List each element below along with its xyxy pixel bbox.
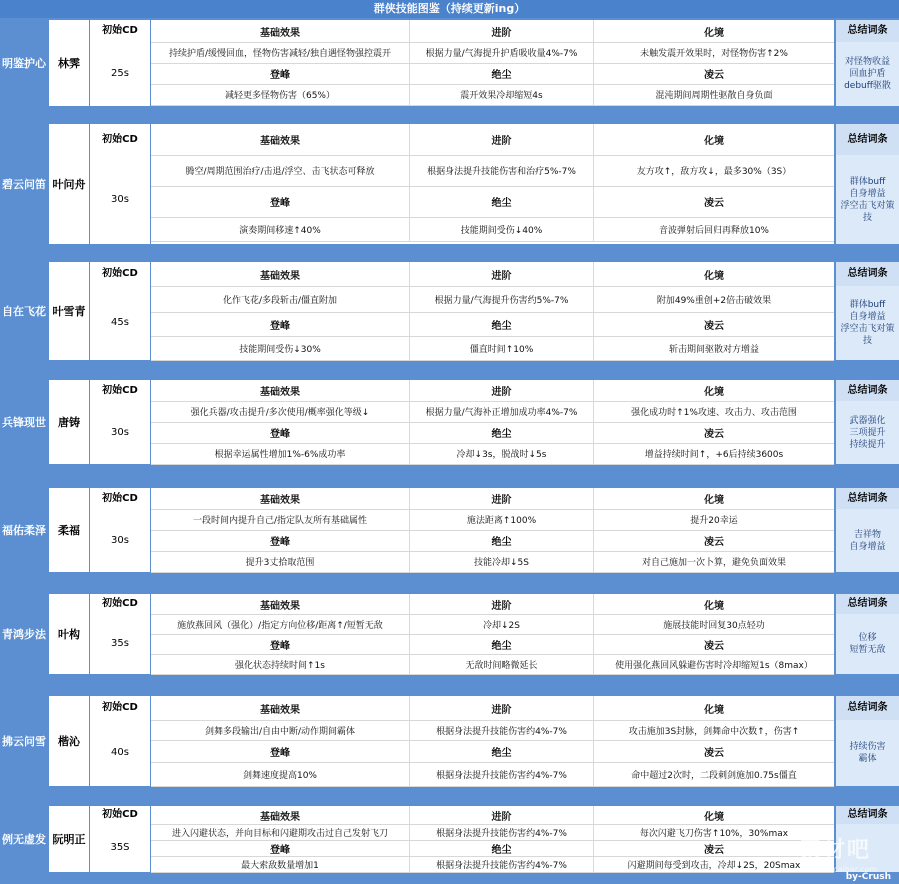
effect-row — [151, 84, 834, 106]
effect-row — [151, 654, 834, 675]
effect-cell: 持续护盾/缓慢回血，怪物伤害减轻/独自遇怪物强控震开 — [151, 42, 410, 63]
effect-grid — [151, 20, 834, 106]
column-header: 进阶 — [410, 124, 594, 155]
column-header: 绝尘 — [410, 312, 594, 336]
summary-column — [836, 696, 899, 786]
effect-grid — [151, 696, 834, 786]
column-header: 基础效果 — [151, 696, 410, 720]
effect-cell: 使用强化燕回风躲避伤害时冷却缩短1s（8max） — [615, 660, 813, 671]
summary-column — [836, 594, 899, 674]
column-header: 凌云 — [704, 70, 724, 81]
header-row — [151, 186, 834, 218]
summary-tag: 吉祥物 — [853, 529, 881, 540]
summary-tag: 浮空击飞对策技 — [840, 200, 895, 223]
effect-row — [151, 286, 834, 313]
cd-column — [90, 488, 150, 572]
effect-cell: 根据身法提升技能伤害和治疗5%-7% — [410, 155, 594, 186]
hero-name: 林霁 — [49, 20, 89, 106]
header-row — [151, 20, 834, 43]
cd-value: 35S — [110, 842, 130, 853]
effect-row — [151, 856, 834, 873]
column-header: 凌云 — [704, 429, 724, 440]
summary-body — [836, 155, 899, 244]
summary-column — [836, 20, 899, 106]
effect-cell: 强化状态持续时间↑1s — [151, 654, 410, 674]
skill-block — [0, 380, 899, 464]
column-header: 凌云 — [704, 747, 724, 759]
skill-block — [0, 262, 899, 360]
effect-cell: 斩击期间驱散对方增益 — [668, 344, 759, 355]
effect-grid — [151, 806, 834, 872]
cd-column — [90, 806, 150, 872]
summary-body — [836, 42, 899, 106]
column-header: 进阶 — [410, 20, 594, 42]
summary-tag: 自身增益 — [849, 541, 886, 552]
effect-row — [151, 614, 834, 635]
column-header: 绝尘 — [410, 840, 594, 856]
skill-block — [0, 20, 899, 106]
effect-cell: 腾空/周期范围治疗/击退/浮空、击飞状态可释放 — [151, 155, 410, 186]
column-header: 凌云 — [704, 844, 724, 856]
effect-cell: 对自己施加一次卜算，避免负面效果 — [641, 558, 786, 568]
skill-name: 兵锋现世 — [2, 416, 46, 429]
cd-header: 初始CD — [102, 598, 138, 609]
summary-tag: 短暂无敌 — [849, 645, 886, 655]
summary-body — [836, 401, 899, 464]
effect-cell: 未触发震开效果时，对怪物伤害↑2% — [640, 49, 788, 59]
effect-grid — [151, 380, 834, 464]
cd-column — [90, 262, 150, 360]
header-row — [151, 312, 834, 337]
hero-name: 叶问舟 — [49, 124, 89, 244]
header-row — [151, 840, 834, 857]
summary-column — [836, 380, 899, 464]
effect-cell: 剑舞速度提高10% — [151, 762, 410, 786]
skill-block — [0, 124, 899, 244]
header-row — [151, 488, 834, 510]
header-row — [151, 740, 834, 763]
column-header: 绝尘 — [410, 634, 594, 654]
summary-body — [836, 509, 899, 572]
header-row — [151, 594, 834, 615]
column-header: 进阶 — [410, 594, 594, 614]
skill-block — [0, 696, 899, 786]
effect-cell: 混沌期间周期性驱散自身负面 — [655, 91, 773, 101]
effect-cell: 技能期间受伤↓40% — [410, 217, 594, 241]
cd-header: 初始CD — [102, 809, 138, 820]
effect-cell: 命中超过2次时，二段刺剑施加0.75s僵直 — [631, 770, 797, 781]
skill-name: 青鸿步法 — [2, 628, 46, 641]
effect-cell: 演奏期间移速↑40% — [151, 217, 410, 241]
header-row — [151, 806, 834, 825]
skill-name: 福佑柔泽 — [2, 524, 46, 537]
cd-header: 初始CD — [102, 702, 138, 713]
effect-row — [151, 443, 834, 465]
summary-tag: 武器强化 — [849, 415, 886, 426]
effect-cell: 震开效果冷却缩短4s — [410, 84, 594, 105]
summary-body — [836, 614, 899, 674]
summary-header: 总结词条 — [836, 806, 899, 824]
column-header: 进阶 — [410, 806, 594, 824]
column-header: 登峰 — [151, 634, 410, 654]
effect-cell: 无敌时间略微延长 — [410, 654, 594, 674]
header-row — [151, 422, 834, 444]
column-header: 登峰 — [151, 63, 410, 84]
cd-value: 35s — [111, 638, 129, 649]
summary-column — [836, 262, 899, 360]
column-header: 凌云 — [704, 537, 724, 548]
effect-cell: 施展技能时回复30点轻功 — [663, 620, 765, 631]
effect-cell: 技能冷却↓5S — [410, 551, 594, 572]
summary-tag: 回血护盾 — [849, 69, 886, 79]
column-header: 化境 — [704, 495, 724, 506]
cd-header: 初始CD — [102, 268, 138, 279]
column-header: 化境 — [704, 136, 724, 147]
column-header: 绝尘 — [410, 740, 594, 762]
effect-grid — [151, 594, 834, 674]
cd-column — [90, 124, 150, 244]
effect-cell: 强化成功时↑1%攻速、攻击力、攻击范围 — [631, 408, 797, 418]
effect-cell: 根据幸运属性增加1%-6%成功率 — [151, 443, 410, 464]
effect-cell: 冷却↓3s，脱战时↓5s — [410, 443, 594, 464]
effect-cell: 附加49%重创+2倍击破效果 — [656, 295, 772, 306]
effect-cell: 僵直时间↑10% — [410, 336, 594, 360]
column-header: 化境 — [704, 27, 724, 39]
skill-name: 例无虚发 — [2, 833, 46, 846]
column-header: 化境 — [704, 387, 724, 398]
hero-name: 叶雪青 — [49, 262, 89, 360]
hero-name: 楷沁 — [49, 696, 89, 786]
effect-grid — [151, 262, 834, 360]
summary-tag: debuff驱散 — [844, 81, 891, 91]
skill-name: 拂云问雪 — [2, 735, 46, 748]
summary-tag: 群体buff — [849, 176, 886, 187]
column-header: 登峰 — [151, 840, 410, 856]
header-row — [151, 63, 834, 85]
summary-header: 总结词条 — [836, 124, 899, 155]
hero-name: 柔福 — [49, 488, 89, 572]
header-row — [151, 634, 834, 655]
column-header: 进阶 — [410, 488, 594, 509]
effect-cell: 根据力量/气海补正增加成功率4%-7% — [410, 401, 594, 422]
page-title: 群侠技能图鉴（持续更新ing） — [0, 0, 899, 18]
cd-column — [90, 380, 150, 464]
column-header: 登峰 — [151, 422, 410, 443]
effect-cell: 友方攻↑，敌方攻↓，最多30%（3S） — [636, 167, 792, 177]
column-header: 基础效果 — [151, 806, 410, 824]
effect-cell: 音波弹射后回归再释放10% — [658, 225, 769, 236]
summary-tag: 三项提升 — [849, 427, 886, 438]
effect-cell: 根据力量/气海提升伤害约5%-7% — [410, 286, 594, 312]
effect-cell: 根据身法提升技能伤害约4%-7% — [410, 856, 594, 872]
cd-value: 30s — [111, 194, 129, 205]
column-header: 绝尘 — [410, 186, 594, 217]
summary-column — [836, 488, 899, 572]
column-header: 进阶 — [410, 262, 594, 286]
author-credit: by-Crush — [845, 872, 891, 882]
summary-tag: 浮空击飞对策技 — [840, 324, 895, 346]
column-header: 化境 — [704, 704, 724, 716]
effect-row — [151, 401, 834, 423]
cd-header: 初始CD — [102, 25, 138, 36]
cd-header: 初始CD — [102, 493, 138, 504]
summary-header: 总结词条 — [836, 380, 899, 401]
effect-row — [151, 762, 834, 787]
cd-column — [90, 696, 150, 786]
effect-cell: 根据身法提升技能伤害约4%-7% — [410, 824, 594, 840]
effect-grid — [151, 488, 834, 572]
header-row — [151, 124, 834, 156]
summary-header: 总结词条 — [836, 696, 899, 720]
skill-block — [0, 806, 899, 872]
summary-header: 总结词条 — [836, 262, 899, 286]
column-header: 登峰 — [151, 186, 410, 217]
column-header: 化境 — [704, 811, 724, 823]
header-row — [151, 262, 834, 287]
summary-tag: 自身增益 — [849, 312, 886, 322]
column-header: 凌云 — [704, 320, 724, 332]
cd-column — [90, 594, 150, 674]
column-header: 化境 — [704, 270, 724, 282]
column-header: 基础效果 — [151, 488, 410, 509]
effect-row — [151, 42, 834, 64]
column-header: 登峰 — [151, 740, 410, 762]
column-header: 基础效果 — [151, 124, 410, 155]
effect-cell: 施放燕回风（强化）/指定方向位移/距离↑/短暂无敌 — [151, 614, 410, 634]
column-header: 基础效果 — [151, 20, 410, 42]
column-header: 登峰 — [151, 530, 410, 551]
hero-name: 叶构 — [49, 594, 89, 674]
summary-tag: 对怪物收益 — [844, 57, 890, 67]
effect-row — [151, 336, 834, 361]
effect-row — [151, 155, 834, 187]
column-header: 绝尘 — [410, 63, 594, 84]
effect-cell: 提升20幸运 — [690, 516, 738, 526]
effect-cell: 根据力量/气海提升护盾吸收量4%-7% — [410, 42, 594, 63]
effect-cell: 增益持续时间↑，+6后持续3600s — [644, 450, 784, 460]
header-row — [151, 696, 834, 721]
effect-cell: 每次闪避飞刀伤害↑10%，30%max — [639, 828, 789, 839]
skill-name: 碧云问笛 — [2, 178, 46, 191]
column-header: 进阶 — [410, 380, 594, 401]
hero-name: 唐铸 — [49, 380, 89, 464]
cd-header: 初始CD — [102, 385, 138, 396]
summary-body — [836, 286, 899, 360]
summary-tag: 持续提升 — [849, 439, 886, 450]
effect-cell: 根据身法提升技能伤害约4%-7% — [410, 762, 594, 786]
summary-column — [836, 124, 899, 244]
effect-cell: 技能期间受伤↓30% — [151, 336, 410, 360]
cd-value: 25s — [111, 68, 129, 79]
effect-row — [151, 551, 834, 573]
effect-grid — [151, 124, 834, 244]
summary-header: 总结词条 — [836, 488, 899, 509]
cd-header: 初始CD — [102, 134, 138, 145]
skill-name: 明鉴护心 — [2, 57, 46, 70]
effect-cell: 施法距离↑100% — [410, 509, 594, 530]
effect-cell: 提升3丈拾取范围 — [151, 551, 410, 572]
effect-cell: 化作飞花/多段斩击/僵直附加 — [151, 286, 410, 312]
summary-tag: 群体buff — [849, 300, 886, 310]
column-header: 化境 — [704, 600, 724, 612]
effect-cell: 剑舞多段输出/自由中断/动作期间霸体 — [151, 720, 410, 740]
effect-row — [151, 509, 834, 531]
cd-column — [90, 20, 150, 106]
column-header: 凌云 — [704, 198, 724, 209]
effect-cell: 冷却↓2S — [410, 614, 594, 634]
effect-row — [151, 720, 834, 741]
effect-row — [151, 217, 834, 242]
effect-row — [151, 824, 834, 841]
header-row — [151, 530, 834, 552]
skill-name: 自在飞花 — [2, 305, 46, 318]
summary-tag: 自身增益 — [849, 188, 886, 199]
summary-header: 总结词条 — [836, 20, 899, 42]
column-header: 基础效果 — [151, 262, 410, 286]
cd-value: 45s — [111, 317, 129, 328]
effect-cell: 闪避期间每受到攻击，冷却↓2S，20Smax — [627, 860, 801, 871]
summary-tag: 霸体 — [858, 754, 877, 764]
column-header: 绝尘 — [410, 422, 594, 443]
effect-cell: 根据身法提升技能伤害约4%-7% — [410, 720, 594, 740]
summary-tag: 位移 — [858, 633, 877, 643]
column-header: 绝尘 — [410, 530, 594, 551]
skill-block — [0, 594, 899, 674]
effect-cell: 进入闪避状态，并向目标和闪避期攻击过自己发射飞刀 — [151, 824, 410, 840]
column-header: 进阶 — [410, 696, 594, 720]
hero-name: 阮明正 — [49, 806, 89, 872]
effect-cell: 攻击施加3S封脉，剑舞命中次数↑，伤害↑ — [628, 726, 800, 737]
skill-block — [0, 488, 899, 572]
summary-tag: 持续伤害 — [849, 742, 886, 752]
cd-value: 30s — [111, 427, 129, 438]
summary-body — [836, 720, 899, 786]
header-row — [151, 380, 834, 402]
summary-header: 总结词条 — [836, 594, 899, 614]
effect-cell: 一段时间内提升自己/指定队友所有基础属性 — [151, 509, 410, 530]
cd-value: 40s — [111, 747, 129, 758]
effect-cell: 强化兵器/攻击提升/多次使用/概率强化等级↓ — [151, 401, 410, 422]
column-header: 凌云 — [704, 640, 724, 652]
column-header: 登峰 — [151, 312, 410, 336]
watermark-url: www.sucaibar.com — [802, 865, 877, 874]
effect-cell: 减轻更多怪物伤害（65%） — [151, 84, 410, 105]
cd-value: 30s — [111, 535, 129, 546]
watermark: 素材吧 — [798, 838, 871, 863]
column-header: 基础效果 — [151, 594, 410, 614]
effect-cell: 最大索敌数量增加1 — [151, 856, 410, 872]
column-header: 基础效果 — [151, 380, 410, 401]
